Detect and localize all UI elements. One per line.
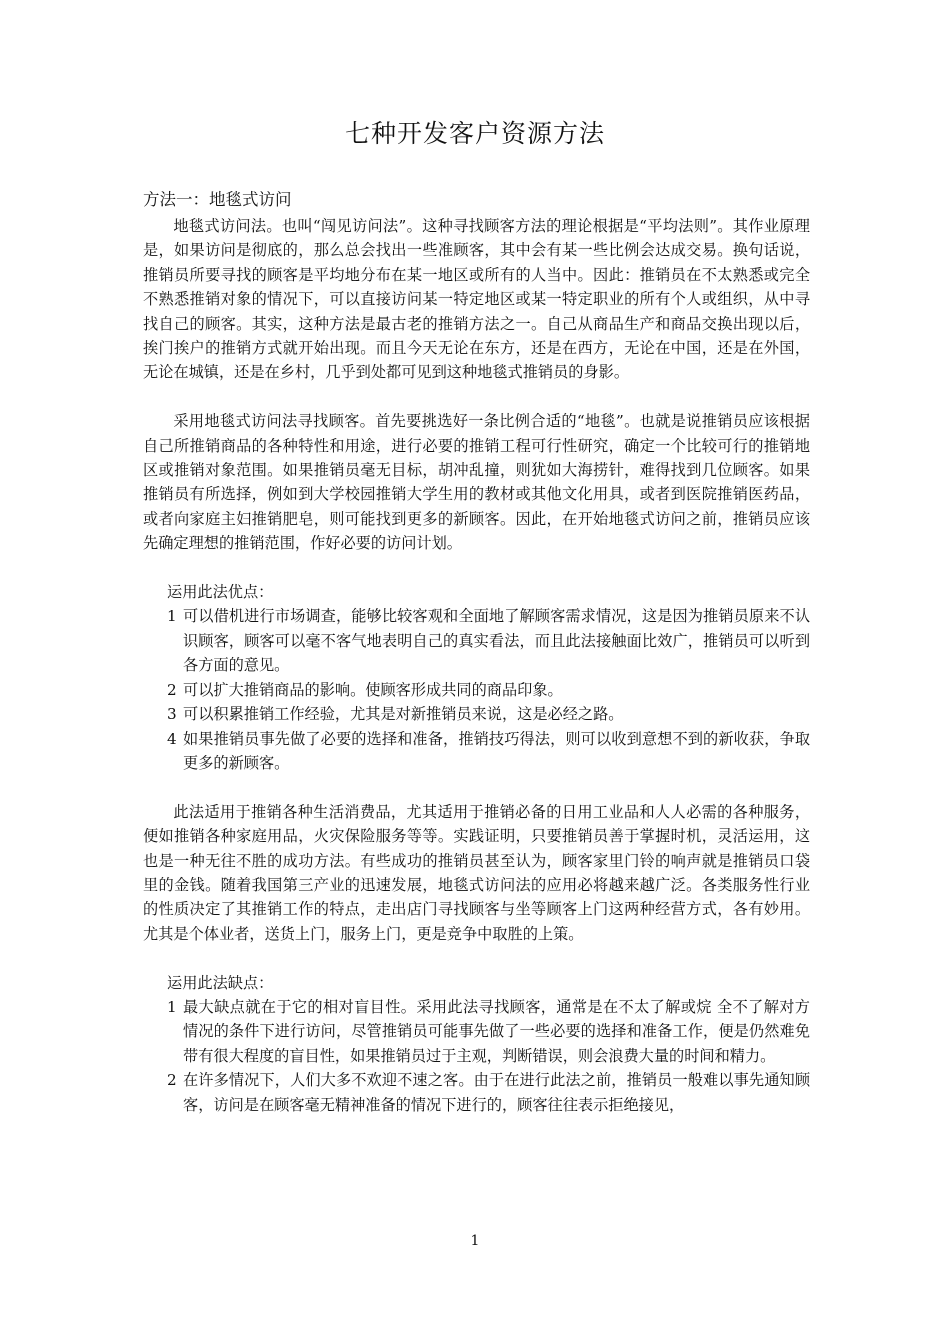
list-item-number: 2: [167, 1071, 177, 1090]
list-item-text: 可以扩大推销商品的影响。使顾客形成共同的商品印象。: [183, 680, 563, 699]
list-item: [143, 604, 810, 677]
list-item-number: 2: [167, 680, 177, 699]
advantages-title: 运用此法优点：: [167, 583, 274, 602]
list-item: [143, 995, 810, 1068]
paragraph-spacer: [143, 556, 810, 580]
list-item: [143, 678, 810, 702]
list-item: [143, 702, 810, 726]
list-item: [143, 727, 810, 776]
list-item-text: 可以积累推销工作经验，尤其是对新推销员来说，这是必经之路。: [183, 705, 624, 724]
paragraph-applicability: 此法适用于推销各种生活消费品，尤其适用于推销必备的日用工业品和人人必需的各种服务，便如推销各种家庭用品，火灾保险服务等等。实践证明，只要推销员善于掌握时机，灵活运用，这也是一种无往不胜的成功方法。有些成功的推销员甚至认为，顾客家里门铃的响声就是推销员口袋里的金钱。随着我国第三产业的迅速发展，地毯式访问法的应用必将越来越广泛。各类服务性行业的性质决定了其推销工作的特点，走出店门寻找顾客与坐等顾客上门这两种经营方式，各有妙用。尤其是个体业者，送货上门，服务上门，更是竞争中取胜的上策。: [143, 802, 810, 943]
document-body: [143, 186, 810, 1117]
paragraph-spacer: [143, 775, 810, 799]
paragraph-intro: 地毯式访问法。也叫“闯见访问法”。这种寻找顾客方法的理论根据是“平均法则”。其作业原理是，如果访问是彻底的，那么总会找出一些准顾客，其中会有某一些比例会达成交易。换句话说，推销员所要寻找的顾客是平均地分布在某一地区或所有的人当中。因此：推销员在不太熟悉或完全不熟悉推销对象的情况下，可以直接访问某一特定地区或某一特定职业的所有个人或组织，从中寻找自己的顾客。其实，这种方法是最古老的推销方法之一。自己从商品生产和商品交换出现以后，挨门挨户的推销方式就开始出现。而且今天无论在东方，还是在西方，无论在中国，还是在外国，无论在城镇，还是在乡村，几乎到处都可见到这种地毯式推销员的身影。: [143, 217, 810, 382]
list-item-number: 4: [167, 729, 177, 748]
advantages-list: [143, 604, 810, 775]
paragraph-method: 采用地毯式访问法寻找顾客。首先要挑选好一条比例合适的“地毯”。也就是说推销员应该根据自己所推销商品的各种特性和用途，进行必要的推销工程可行性研究，确定一个比较可行的推销地区或推销对象范围。如果推销员毫无目标，胡冲乱撞，则犹如大海捞针，难得找到几位顾客。如果推销员有所选择，例如到大学校园推销大学生用的教材或其他文化用具，或者到医院推销医药品，或者向家庭主妇推销肥皂，则可能找到更多的新顾客。因此，在开始地毯式访问之前，推销员应该先确定理想的推销范围，作好必要的访问计划。: [143, 412, 810, 553]
section-heading: 方法一：地毯式访问: [143, 190, 292, 209]
disadvantages-title: 运用此法缺点：: [167, 973, 274, 992]
list-item-number: 1: [167, 997, 177, 1016]
list-item-text: 可以借机进行市场调查，能够比较客观和全面地了解顾客需求情况，这是因为推销员原来不认识顾客，顾客可以毫不客气地表明自己的真实看法，而且此法接触面比效广，推销员可以听到各方面的意见。: [183, 607, 810, 675]
list-item-text: 如果推销员事先做了必要的选择和准备，推销技巧得法，则可以收到意想不到的新收获，争取更多的新顾客。: [183, 729, 810, 772]
page-number: 1: [470, 1233, 480, 1249]
list-item-text: 最大缺点就在于它的相对盲目性。采用此法寻找顾客，通常是在不太了解或烷 全不了解对方情况的条件下进行访问，尽管推销员可能事先做了一些必要的选择和准备工作，便是仍然难免带有很大程度的盲目性，如果推销员过于主观，判断错误，则会浪费大量的时间和精力。: [183, 997, 810, 1065]
list-item-number: 3: [167, 705, 177, 724]
list-item: [143, 1068, 810, 1117]
paragraph-spacer: [143, 946, 810, 970]
disadvantages-list: [143, 995, 810, 1117]
document-title: 七种开发客户资源方法: [344, 119, 605, 148]
list-item-text: 在许多情况下，人们大多不欢迎不速之客。由于在进行此法之前，推销员一般难以事先通知顾客，访问是在顾客毫无精神准备的情况下进行的，顾客往往表示拒绝接见，: [183, 1071, 810, 1114]
paragraph-spacer: [143, 385, 810, 409]
list-item-number: 1: [167, 607, 177, 626]
